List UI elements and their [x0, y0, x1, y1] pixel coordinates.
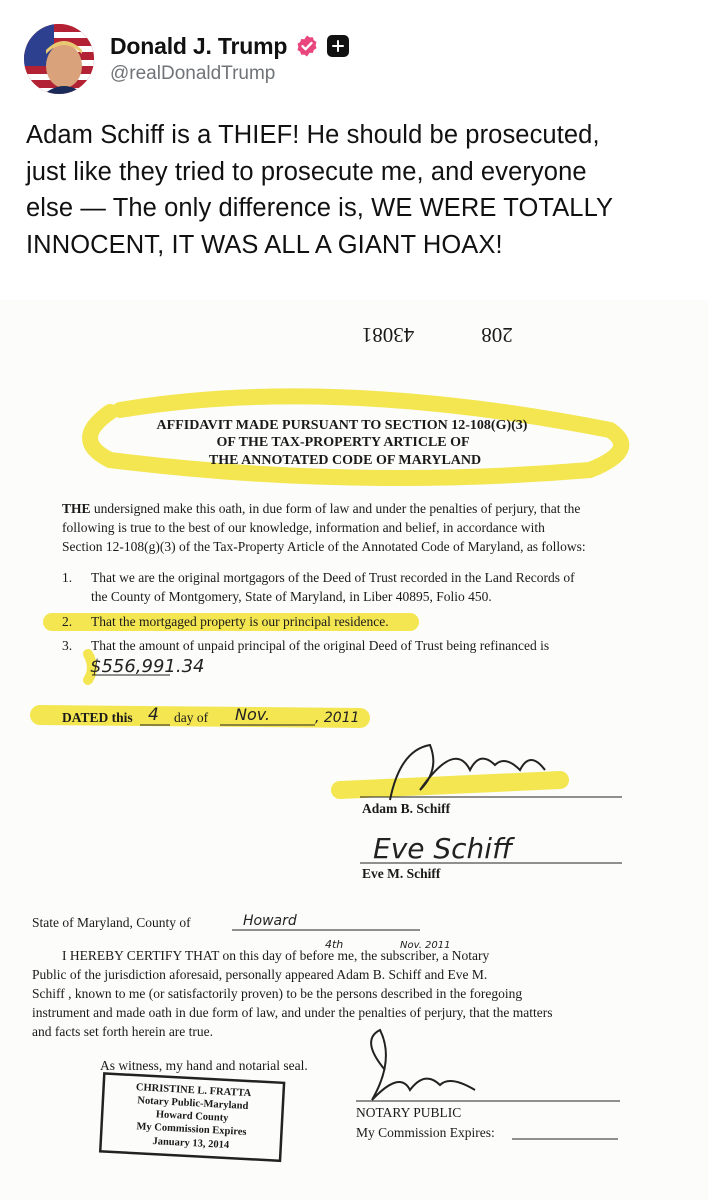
post-text-line: INNOCENT, IT WAS ALL A GIANT HOAX!	[26, 230, 503, 259]
intro-line-rest: undersigned make this oath, in due form of law and under the penalties of perjury, that the	[90, 501, 581, 516]
dated-label: DATED this	[62, 710, 133, 725]
intro-line: following is true to the best of our knowledge, information and belief, in accordance with	[62, 520, 545, 535]
affidavit-document	[0, 300, 708, 1200]
doc-title-line: AFFIDAVIT MADE PURSUANT TO SECTION 12-108(G)(3)	[156, 418, 528, 433]
cert-day: 4th	[325, 938, 344, 951]
signer1-name: Adam B. Schiff	[362, 801, 451, 816]
county-value: Howard	[243, 913, 297, 929]
top-number-left: 43081	[361, 323, 415, 347]
witness-text: As witness, my hand and notarial seal.	[100, 1058, 308, 1073]
commission-label: My Commission Expires:	[356, 1125, 495, 1140]
dated-year: , 2011	[315, 710, 360, 726]
signer2-name: Eve M. Schiff	[362, 866, 441, 881]
intro-first-word: THE	[62, 501, 91, 516]
post-text-line: Adam Schiff is a THIEF! He should be prosecuted,	[26, 121, 600, 149]
verified-badge-icon	[295, 34, 319, 58]
author-handle[interactable]: @realDonaldTrump	[110, 63, 276, 84]
stamp-line: My Commission Expires	[136, 1121, 247, 1138]
intro-line: Section 12-108(g)(3) of the Tax-Property Article of the Annotated Code of Maryland, as follows:	[62, 539, 586, 554]
post-text	[26, 117, 686, 263]
item3-number: 3.	[62, 638, 73, 653]
intro-line	[62, 501, 580, 516]
post-text-line: else — The only difference is, WE WERE TOTALLY	[26, 194, 614, 222]
top-number-right: 208	[481, 323, 513, 347]
doc-title-line: THE ANNOTATED CODE OF MARYLAND	[208, 453, 482, 468]
cert-line: Public of the jurisdiction aforesaid, personally appeared Adam B. Schiff and Eve M.	[32, 967, 488, 982]
author-name[interactable]: Donald J. Trump	[110, 32, 288, 59]
dated-mid: day of	[174, 710, 209, 725]
item1-number: 1.	[62, 570, 73, 585]
dated-day: 4	[148, 705, 159, 725]
avatar[interactable]	[24, 24, 94, 94]
dated-month: Nov.	[235, 705, 271, 724]
state-label: State of Maryland, County of	[32, 915, 191, 930]
cert-month: Nov. 2011	[400, 940, 451, 951]
stamp-line: Notary Public-Maryland	[137, 1095, 249, 1113]
item1-line: the County of Montgomery, State of Maryland, in Liber 40895, Folio 450.	[91, 589, 492, 604]
cert-line: Schiff , known to me (or satisfactorily proven) to be the persons described in the foregoing	[32, 986, 523, 1001]
cert-line: and facts set forth herein are true.	[32, 1024, 214, 1039]
name-row	[110, 31, 349, 61]
notary-label: NOTARY PUBLIC	[356, 1105, 462, 1120]
stamp-line: Howard County	[155, 1109, 229, 1125]
cert-line: I HEREBY CERTIFY THAT on this day of before me, the subscriber, a Notary	[62, 948, 490, 963]
notary-stamp	[100, 1073, 284, 1160]
plus-badge-icon	[327, 35, 349, 57]
item2-number: 2.	[62, 614, 73, 629]
cert-line: instrument and made oath in due form of law, and under the penalties of perjury, that the matters	[32, 1005, 553, 1020]
attached-document-image[interactable]	[0, 300, 708, 1200]
avatar-image	[24, 24, 94, 94]
post-header	[24, 24, 684, 94]
item1-line: That we are the original mortgagors of the Deed of Trust recorded in the Land Records of	[91, 570, 575, 585]
post-text-line: just like they tried to prosecute me, and everyone	[26, 157, 587, 186]
signature-highlight	[340, 780, 560, 790]
item2-text: That the mortgaged property is our principal residence.	[91, 614, 389, 629]
stamp-line: January 13, 2014	[152, 1136, 230, 1152]
doc-title-line: OF THE TAX-PROPERTY ARTICLE OF	[216, 435, 470, 450]
item3-line: That the amount of unpaid principal of the original Deed of Trust being refinanced is	[91, 638, 550, 653]
signature-eve: Eve Schiff	[373, 832, 513, 865]
item3-amount: $556,991.34	[90, 656, 205, 677]
stamp-line: CHRISTINE L. FRATTA	[135, 1082, 252, 1100]
